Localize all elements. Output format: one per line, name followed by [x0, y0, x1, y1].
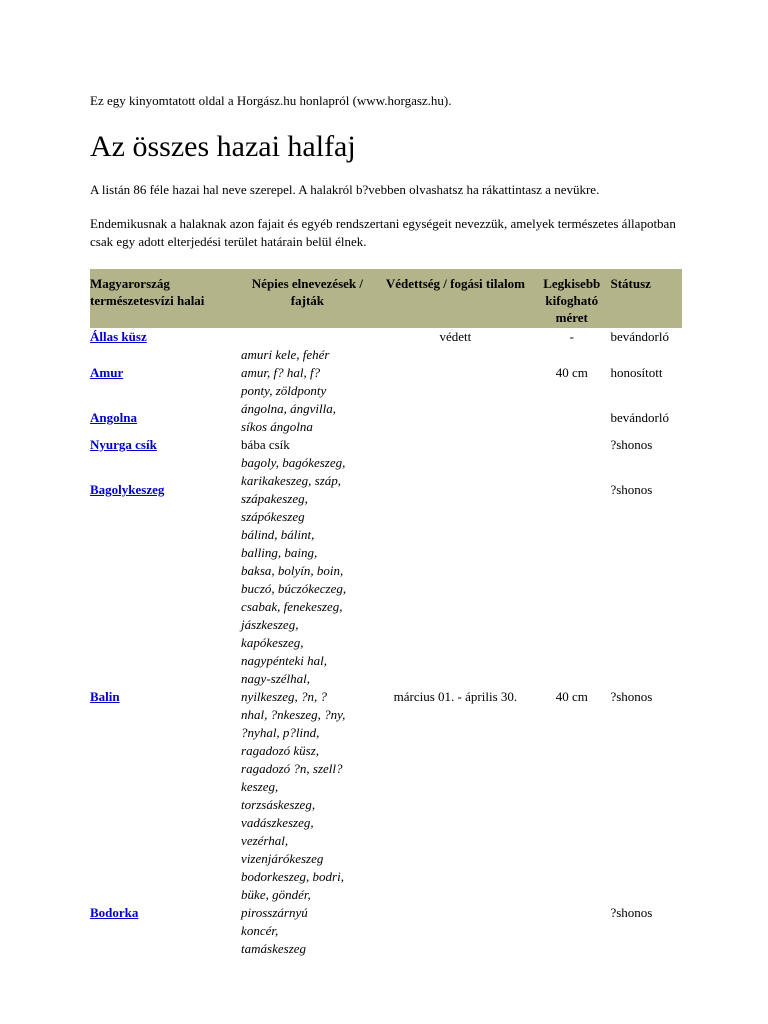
nickname-line: bálind, bálint,: [241, 527, 315, 542]
nickname-line: kapókeszeg,: [241, 635, 304, 650]
status-cell: bevándorló: [610, 329, 669, 344]
status-cell: ?shonos: [610, 689, 653, 704]
nickname-line: karikakeszeg, száp,: [241, 473, 342, 488]
nickname-line: bába csík: [241, 437, 290, 452]
status-cell: bevándorló: [610, 410, 669, 425]
printed-notice: Ez egy kinyomtatott oldal a Horgász.hu honlapról (www.horgasz.hu).: [90, 93, 452, 108]
nicknames-cell: [239, 526, 376, 868]
nickname-line: buczó, búczókeczeg,: [241, 581, 347, 596]
min-size-cell: [535, 454, 608, 526]
fish-name-cell: [90, 868, 239, 958]
nickname-line: amuri kele, fehér: [241, 347, 330, 362]
table-row: [90, 526, 682, 868]
nickname-line: keszeg,: [241, 779, 279, 794]
fish-name-link[interactable]: Bagolykeszeg: [90, 482, 165, 497]
nickname-line: szápókeszeg: [241, 509, 305, 524]
nickname-line: torzsáskeszeg,: [241, 797, 316, 812]
nicknames-cell: [239, 328, 376, 346]
table-header-row: [90, 269, 682, 328]
header-protection: Védettség / fogási tilalom: [385, 276, 525, 291]
nickname-line: szápakeszeg,: [241, 491, 308, 506]
header-nicknames: Népies elnevezések / fajták: [251, 276, 363, 308]
table-row: [90, 346, 682, 400]
min-size-cell: -: [569, 329, 574, 344]
table-row: [90, 328, 682, 346]
protection-cell: [376, 346, 535, 400]
nickname-line: nyilkeszeg, ?n, ?: [241, 689, 327, 704]
nickname-line: koncér,: [241, 923, 279, 938]
nickname-line: büke, göndér,: [241, 887, 311, 902]
status-cell: ?shonos: [610, 905, 653, 920]
fish-name-cell: [90, 346, 239, 400]
header-size: Legkisebb kifogható méret: [543, 276, 601, 325]
table-row: [90, 436, 682, 454]
nickname-line: ponty, zöldponty: [241, 383, 327, 398]
fish-name-link[interactable]: Bodorka: [90, 905, 139, 920]
nickname-line: síkos ángolna: [241, 419, 313, 434]
nicknames-cell: [239, 400, 376, 436]
fish-name-cell: [90, 400, 239, 436]
table-row: [90, 868, 682, 958]
min-size-cell: [535, 868, 608, 958]
protection-cell: [376, 454, 535, 526]
printed-page: [90, 92, 690, 958]
nicknames-cell: [239, 436, 376, 454]
nickname-line: bagoly, bagókeszeg,: [241, 455, 346, 470]
endemic-paragraph: Endemikusnak a halaknak azon fajait és egyéb rendszertani egységeit nevezzük, amelyek természetes állapotban csak egy adott elterjedési terület határain belül élnek.: [90, 216, 676, 249]
nickname-line: tamáskeszeg: [241, 941, 307, 956]
header-status: Státusz: [610, 276, 651, 291]
intro-paragraph: A listán 86 féle hazai hal neve szerepel. A halakról b?vebben olvashatsz ha rákattintasz a nevükre.: [90, 182, 600, 197]
table-row: [90, 400, 682, 436]
nickname-line: amur, f? hal, f?: [241, 365, 321, 380]
page-title: Az összes hazai halfaj: [90, 130, 356, 163]
nicknames-cell: [239, 346, 376, 400]
min-size-cell: 40 cm: [555, 365, 588, 380]
fish-name-cell: [90, 526, 239, 868]
protection-cell: március 01. - április 30.: [393, 689, 518, 704]
nickname-line: bodorkeszeg, bodri,: [241, 869, 344, 884]
fish-table: [90, 269, 682, 958]
nickname-line: vizenjárókeszeg: [241, 851, 324, 866]
fish-name-link[interactable]: Balin: [90, 689, 120, 704]
protection-cell: védett: [439, 329, 472, 344]
min-size-cell: [535, 436, 608, 454]
min-size-cell: [535, 400, 608, 436]
fish-name-cell: [90, 328, 239, 346]
nickname-line: ángolna, ángvilla,: [241, 401, 337, 416]
status-cell: honosított: [610, 365, 663, 380]
nickname-line: vezérhal,: [241, 833, 289, 848]
fish-name-link[interactable]: Angolna: [90, 410, 137, 425]
nickname-line: balling, baing,: [241, 545, 318, 560]
header-name: Magyarország természetesvízi halai: [90, 276, 205, 308]
table-row: [90, 454, 682, 526]
protection-cell: [376, 400, 535, 436]
status-cell: ?shonos: [610, 437, 653, 452]
fish-name-cell: [90, 436, 239, 454]
nickname-line: vadászkeszeg,: [241, 815, 314, 830]
fish-name-cell: [90, 454, 239, 526]
nickname-line: ?nyhal, p?lind,: [241, 725, 320, 740]
nickname-line: baksa, bolyín, boin,: [241, 563, 344, 578]
nickname-line: csabak, fenekeszeg,: [241, 599, 343, 614]
nickname-line: nhal, ?nkeszeg, ?ny,: [241, 707, 346, 722]
status-cell: ?shonos: [610, 482, 653, 497]
table-body: [90, 328, 682, 958]
nicknames-cell: [239, 454, 376, 526]
fish-name-link[interactable]: Állas küsz: [90, 329, 147, 344]
nickname-line: pirosszárnyú: [241, 905, 308, 920]
nickname-line: nagypénteki hal,: [241, 653, 327, 668]
nickname-line: ragadozó küsz,: [241, 743, 320, 758]
fish-name-link[interactable]: Nyurga csík: [90, 437, 157, 452]
protection-cell: [376, 868, 535, 958]
nickname-line: nagy-szélhal,: [241, 671, 311, 686]
fish-name-link[interactable]: Amur: [90, 365, 124, 380]
nicknames-cell: [239, 868, 376, 958]
protection-cell: [376, 436, 535, 454]
min-size-cell: 40 cm: [555, 689, 588, 704]
nickname-line: ragadozó ?n, szell?: [241, 761, 343, 776]
nickname-line: jászkeszeg,: [241, 617, 299, 632]
